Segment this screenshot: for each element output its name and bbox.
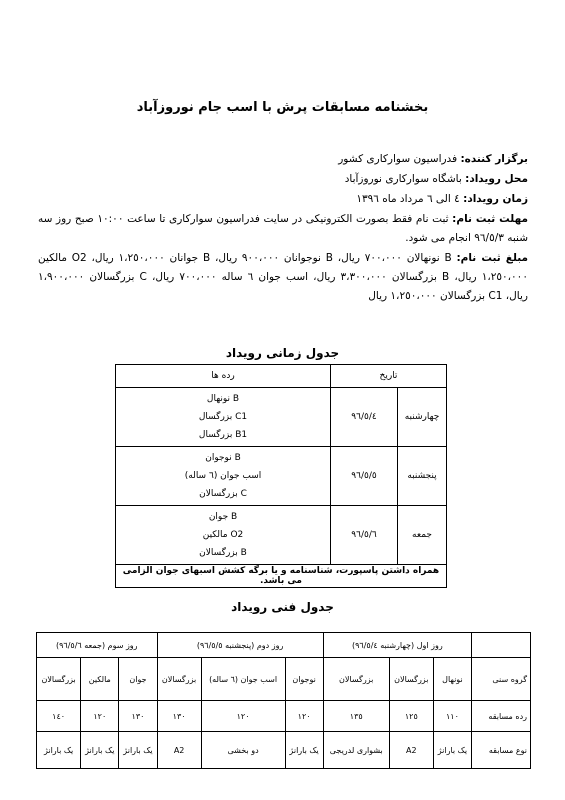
schedule-day: چهارشنبه xyxy=(398,388,447,447)
table-row xyxy=(116,447,447,506)
tech-cell: یک بارانژ xyxy=(119,732,157,769)
info-registration-fee: مبلغ ثبت نام: B نونهالان ٧٠٠،٠٠٠ ریال، B نوجوانان ٩٠٠،٠٠٠ ریال، B جوانان ١،٢٥٠،٠٠٠ ریال، O2 مالکین ١،٢٥٠،٠٠٠ ریال، B بزرگسالان ٣،٣٠٠،٠٠٠ ریال، اسب جوان ٦ ساله ٧٠٠،٠٠٠ ریال، C بزرگسالان ١،٩٠٠،٠٠٠ ریال، C1 بزرگسالان ١،٢٥٠،٠٠٠ ریال xyxy=(38,252,529,302)
schedule-classes: B نونهال C1 بزرگسال B1 بزرگسال xyxy=(116,388,331,447)
tech-cell: بزرگسالان xyxy=(37,658,81,701)
technical-table xyxy=(36,632,531,769)
tech-cell: ١٢٠ xyxy=(81,701,119,732)
schedule-header-classes: رده ها xyxy=(116,365,331,388)
tech-cell: یک بارانژ xyxy=(81,732,119,769)
tech-day-3: روز سوم (جمعه ٩٦/٥/٦) xyxy=(37,633,158,658)
schedule-day: جمعه xyxy=(398,506,447,565)
info-registration-deadline: مهلت ثبت نام: ثبت نام فقط بصورت الکترونیکی در سایت فدراسیون سوارکاری تا ساعت ١٠:٠٠ صبح روز سه شنبه ٩٦/٥/٣ انجام می شود. xyxy=(38,213,528,244)
tech-cell: نوجوان xyxy=(285,658,323,701)
tech-cell: بزرگسالان xyxy=(157,658,201,701)
tech-cell: A2 xyxy=(157,732,201,769)
tech-row-label: رده مسابقه xyxy=(472,701,531,732)
tech-cell: ١١٠ xyxy=(433,701,471,732)
schedule-note: همراه داشتن پاسپورت، شناسنامه و یا برگه کشش اسبهای جوان الزامی می باشد. xyxy=(116,565,447,588)
tech-cell: ١٢٥ xyxy=(389,701,433,732)
tech-cell: ١٢٠ xyxy=(285,701,323,732)
tech-day-1: روز اول (چهارشنبه ٩٦/٥/٤) xyxy=(323,633,471,658)
tech-cell: نونهال xyxy=(433,658,471,701)
schedule-day: پنجشنبه xyxy=(398,447,447,506)
tech-cell: ١٤٠ xyxy=(37,701,81,732)
tech-cell: یک بارانژ xyxy=(285,732,323,769)
tech-cell: بزرگسالان xyxy=(323,658,389,701)
table-row xyxy=(116,506,447,565)
info-organizer: برگزار کننده: فدراسیون سوارکاری کشور xyxy=(338,153,528,165)
schedule-header-date: تاریخ xyxy=(331,365,447,388)
tech-cell: یک بارانژ xyxy=(37,732,81,769)
tech-cell: ١٣٥ xyxy=(323,701,389,732)
tech-cell: بزرگسالان xyxy=(389,658,433,701)
technical-heading: جدول فنی رویداد xyxy=(231,600,334,614)
table-row xyxy=(116,388,447,447)
tech-cell: جوان xyxy=(119,658,157,701)
tech-cell: یک بارانژ xyxy=(433,732,471,769)
tech-cell: ١٣٠ xyxy=(157,701,201,732)
info-section xyxy=(38,150,528,307)
tech-cell: اسب جوان (٦ ساله) xyxy=(201,658,285,701)
schedule-classes: B جوان O2 مالکین B بزرگسالان xyxy=(116,506,331,565)
table-row xyxy=(37,658,531,701)
tech-day-2: روز دوم (پنجشنبه ٩٦/٥/٥) xyxy=(157,633,323,658)
tech-row-label: گروه سنی xyxy=(472,658,531,701)
tech-cell: A2 xyxy=(389,732,433,769)
schedule-date: ٩٦/٥/٤ xyxy=(331,388,398,447)
tech-cell: ١٢٠ xyxy=(201,701,285,732)
schedule-classes: B نوجوان اسب جوان (٦ ساله) C بزرگسالان xyxy=(116,447,331,506)
tech-cell: دو بخشی xyxy=(201,732,285,769)
tech-row-label: نوع مسابقه xyxy=(472,732,531,769)
info-venue: محل رویداد: باشگاه سوارکاری نوروزآباد xyxy=(344,173,528,185)
info-date: زمان رویداد: ٤ الی ٦ مرداد ماه ١٣٩٦ xyxy=(356,193,528,205)
page-title: بخشنامه مسابقات پرش با اسب جام نوروزآباد xyxy=(136,100,429,115)
table-row xyxy=(37,732,531,769)
schedule-date: ٩٦/٥/٥ xyxy=(331,447,398,506)
tech-cell: ١٣٠ xyxy=(119,701,157,732)
tech-cell: مالکین xyxy=(81,658,119,701)
table-row xyxy=(37,701,531,732)
schedule-date: ٩٦/٥/٦ xyxy=(331,506,398,565)
schedule-table xyxy=(115,364,447,588)
tech-cell: بشواری لدریجی xyxy=(323,732,389,769)
schedule-heading: جدول زمانی رویداد xyxy=(225,346,340,360)
